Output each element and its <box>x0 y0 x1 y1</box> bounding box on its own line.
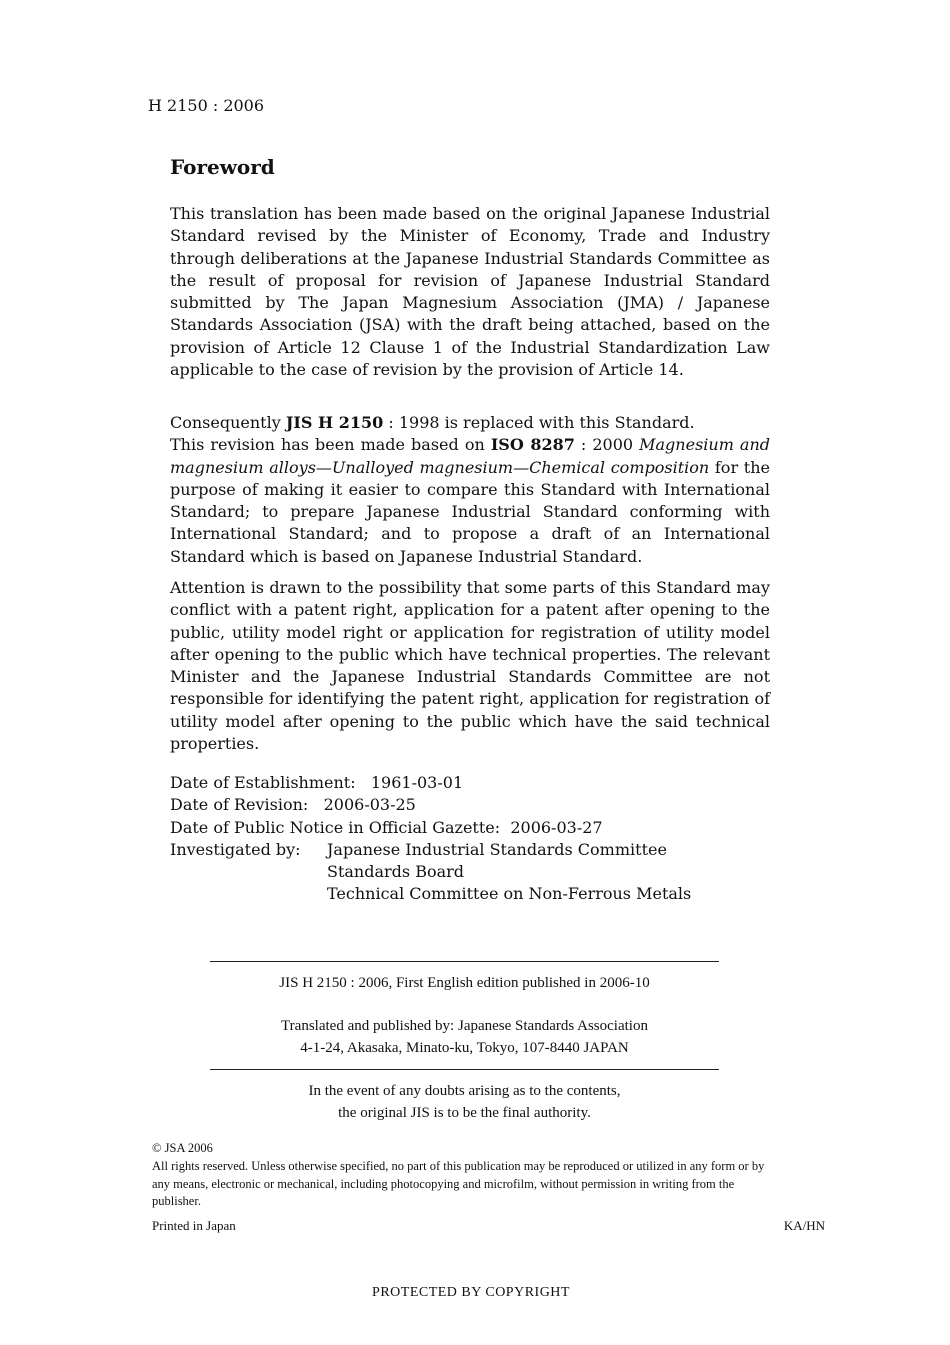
p2-text: : 2000 <box>574 435 640 455</box>
investigated-row <box>170 839 691 906</box>
authority-line-2: the original JIS is to be the final authority. <box>338 1105 591 1121</box>
investigated-item: Technical Committee on Non-Ferrous Metals <box>327 884 692 904</box>
authority-line-1: In the event of any doubts arising as to the contents, <box>308 1083 621 1099</box>
foreword-paragraph-3: Attention is drawn to the possibility that some parts of this Standard may conflict with a patent right, application for a patent after opening to the public, utility model right or application for registration of utility model after opening to the public which have technical properties. The relevant Minister and the Japanese Industrial Standards Committee are not responsible for identifying the patent right, application for registration of utility model after opening to the public which have the said technical properties. <box>170 578 770 754</box>
publisher-address: 4-1-24, Akasaka, Minato-ku, Tokyo, 107-8440 JAPAN <box>300 1040 629 1056</box>
p2-text: This revision has been made based on <box>170 435 491 455</box>
investigated-list <box>327 839 691 906</box>
iso-code: ISO 8287 <box>490 435 575 455</box>
document-number: H 2150 : 2006 <box>148 96 265 115</box>
revision-date: 2006-03-25 <box>323 795 416 815</box>
foreword-heading: Foreword <box>170 155 275 179</box>
revision-row <box>170 794 691 816</box>
p2-text: : 1998 is replaced with this Standard. <box>383 413 695 432</box>
jis-code: JIS H 2150 <box>285 413 384 432</box>
notice-label: Date of Public Notice in Official Gazette: <box>170 817 501 837</box>
divider-top <box>210 961 719 962</box>
edition-line: JIS H 2150 : 2006, First English edition published in 2006-10 <box>279 975 650 991</box>
notice-date: 2006-03-27 <box>510 817 603 837</box>
copyright-footer: PROTECTED BY COPYRIGHT <box>372 1285 570 1300</box>
publisher-line: Translated and published by: Japanese Standards Association <box>281 1018 648 1034</box>
foreword-paragraph-1: This translation has been made based on the original Japanese Industrial Standard revised by the Minister of Economy, Trade and Industry through deliberations at the Japanese Industrial Standards Committee as the result of proposal for revision of Japanese Industrial Standard submitted by The Japan Magnesium Association (JMA) / Japanese Standards Association (JSA) with the draft being attached, based on the provision of Article 12 Clause 1 of the Industrial Standardization Law applicable to the case of revision by the provision of Article 14. <box>170 204 770 380</box>
iso-title: Magnesium and magnesium alloys—Unalloyed magnesium—Chemical composition <box>170 435 771 477</box>
establishment-row <box>170 772 691 794</box>
rights-statement: All rights reserved. Unless otherwise specified, no part of this publication may be reproduced or utilized in any form or by any means, electronic or mechanical, including photocopying and microfilm, without permission in writing from the publisher. <box>152 1159 765 1208</box>
document-code: KA/HN <box>783 1218 825 1233</box>
revision-label: Date of Revision: <box>170 795 309 815</box>
establishment-date: 1961-03-01 <box>370 773 464 792</box>
copyright-notice: © JSA 2006 <box>152 1141 213 1155</box>
establishment-label: Date of Establishment: <box>170 773 356 792</box>
p2-text: Consequently <box>170 413 286 432</box>
investigated-label: Investigated by: <box>170 839 301 859</box>
foreword-paragraph-2 <box>170 412 770 568</box>
investigated-item: Japanese Industrial Standards Committee <box>327 839 667 859</box>
divider-bottom <box>210 1069 719 1070</box>
notice-row <box>170 817 691 839</box>
p2-text: for the purpose of making it easier to compare this Standard with International Standard; to prepare Japanese Industrial Standard conforming with International Standard; and to propose a draft of an International Standard which is based on Japanese Industrial Standard. <box>170 457 770 566</box>
dates-block <box>170 772 691 906</box>
investigated-item: Standards Board <box>327 862 465 882</box>
printed-in: Printed in Japan <box>152 1218 236 1233</box>
